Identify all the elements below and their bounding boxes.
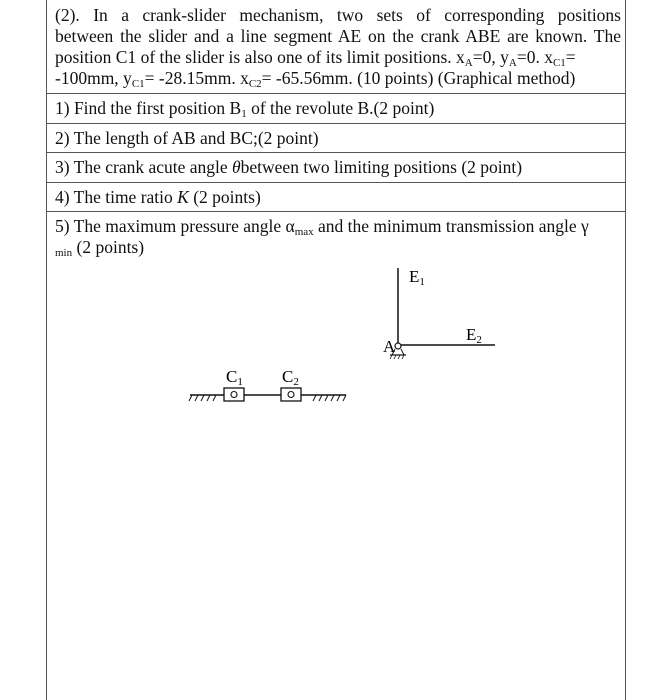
ground-hatch-left bbox=[189, 395, 216, 401]
label-c1: C1 bbox=[226, 367, 243, 388]
label-a: A bbox=[383, 337, 396, 356]
problem-line-2: between the slider and a line segment AE on the crank ABE are known. The bbox=[55, 26, 621, 46]
question-5-line-1: 5) The maximum pressure angle $\alpha_{max}$ and the minimum transmission angle γ bbox=[55, 216, 589, 238]
ground-hatch-right bbox=[313, 395, 346, 401]
label-e1: E1 bbox=[409, 267, 425, 288]
problem-line-4: -100mm, $y_{C1}= -28.15mm$. $x_{C2}= -65.56mm$. (10 points) (Graphical method) bbox=[55, 68, 576, 90]
question-3: 3) The crank acute angle θbetween two limiting positions (2 point) bbox=[55, 157, 523, 177]
question-5-line-2: $_{min}$ (2 points) bbox=[55, 237, 145, 259]
question-1: 1) Find the first position $B_1$ of the revolute B.(2 point) bbox=[55, 98, 435, 120]
slider-c2-icon bbox=[281, 388, 301, 401]
question-4: 4) The time ratio K (2 points) bbox=[55, 187, 261, 207]
problem-line-1: (2). In a crank-slider mechanism, two sets of corresponding positions bbox=[55, 5, 621, 25]
question-2: 2) The length of AB and BC;(2 point) bbox=[55, 128, 319, 148]
label-e2: E2 bbox=[466, 325, 482, 346]
label-c2: C2 bbox=[282, 367, 299, 388]
slider-c1-icon bbox=[224, 388, 244, 401]
problem-line-3: position C1 of the slider is also one of its limit positions. $x_A=0$, $y_A=0$. $x_{C1}=$ bbox=[55, 47, 576, 69]
